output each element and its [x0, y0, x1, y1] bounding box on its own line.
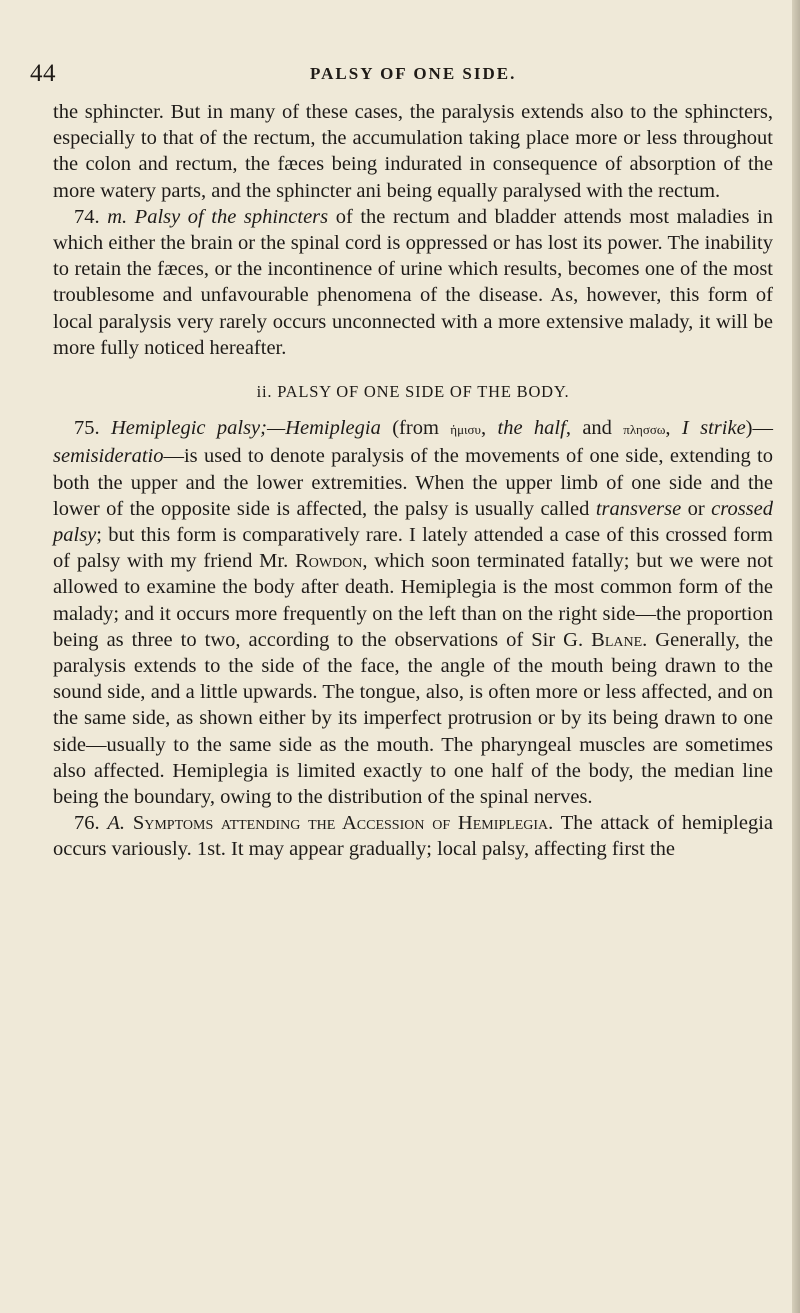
subsection-marker: m. [107, 205, 135, 228]
text-run: . Generally, the paralysis extends to the side of the face, the angle of the mouth being drawn to the sound side, and a little upwards. The tongue, also, is often more or less affected, and on the same side, as shown either by its imperfect protrusion or by its being drawn to one side—usually to the same side as the mouth. The pharyngeal muscles are sometimes also affected. Hemiplegia is limited exactly to one half of the body, the median line being the boundary, owing to the distribution of the spinal nerves. [53, 628, 773, 809]
greek-word: πλησσω [623, 422, 666, 438]
paragraph-title: Palsy of the sphincters [134, 205, 329, 228]
page-body [53, 99, 773, 863]
page-edge [792, 0, 800, 1313]
paragraph-76 [53, 810, 773, 862]
running-head: PALSY OF ONE SIDE. [310, 64, 517, 83]
person-name: Blane [591, 628, 643, 651]
person-name: Rowdon [295, 550, 363, 573]
text-run: )— [745, 417, 773, 440]
paragraph-heading: Symptoms attending the Accession of Hemiplegia. [125, 812, 554, 835]
paragraph-75 [53, 415, 773, 810]
page-number: 44 [30, 60, 56, 87]
paragraph-number: 76. [74, 812, 108, 835]
text-run: , [665, 417, 682, 440]
text-run: —is used to denote paralysis of the movements of one side, extending to both the upper and the lower extremities. When the upper limb of one side and the lower of the opposite side is affected, the palsy is usually called [53, 445, 773, 520]
paragraph-title: Hemiplegic palsy;—Hemiplegia [111, 417, 381, 440]
text-run: (from [380, 417, 451, 440]
italic-term: the half [497, 417, 566, 440]
paragraph-74 [53, 204, 773, 361]
greek-word: ἡμισυ [450, 422, 481, 438]
italic-term: crossed palsy [53, 497, 773, 547]
italic-term: semisideratio [53, 445, 164, 468]
text-run: , [481, 417, 498, 440]
subsection-marker: A. [107, 812, 126, 835]
text-run: , which soon terminated fatally; but we were not allowed to examine the body after death. Hemiplegia is the most common form of the malady; and it occurs more frequently on the left than on the right side—the proportion being as three to two, according to the observations of Sir G. [53, 550, 773, 651]
paragraph-number: 74. [74, 205, 108, 228]
text-run: ; but this form is comparatively rare. I lately attended a case of this crossed form of palsy with my friend Mr. [53, 524, 773, 573]
paragraph-continuation: the sphincter. But in many of these cases, the paralysis extends also to the sphincters, especially to that of the rectum, the accumulation taking place more or less throughout the colon and rectum, the fæces being indurated in consequence of absorption of the more watery parts, and the sphincter ani being equally paralysed with the rectum. [53, 101, 773, 202]
paragraph-text: The attack of hemiplegia occurs variously. 1st. It may appear gradually; local palsy, affecting first the [53, 812, 773, 861]
paragraph-text: of the rectum and bladder attends most maladies in which either the brain or the spinal cord is oppressed or has lost its power. The inability to retain the fæces, or the incontinence of urine which results, becomes one of the most troublesome and unfavourable phenomena of the disease. As, however, this form of local paralysis very rarely occurs unconnected with a more extensive malady, it will be more fully noticed hereafter. [53, 205, 773, 359]
section-heading: ii. PALSY OF ONE SIDE OF THE BODY. [256, 382, 570, 402]
text-run: or [681, 497, 712, 520]
text-run: , and [565, 417, 624, 440]
italic-term: I strike [681, 417, 746, 440]
paragraph-number: 75. [74, 417, 111, 440]
italic-term: transverse [595, 497, 682, 520]
page-header [30, 56, 770, 96]
